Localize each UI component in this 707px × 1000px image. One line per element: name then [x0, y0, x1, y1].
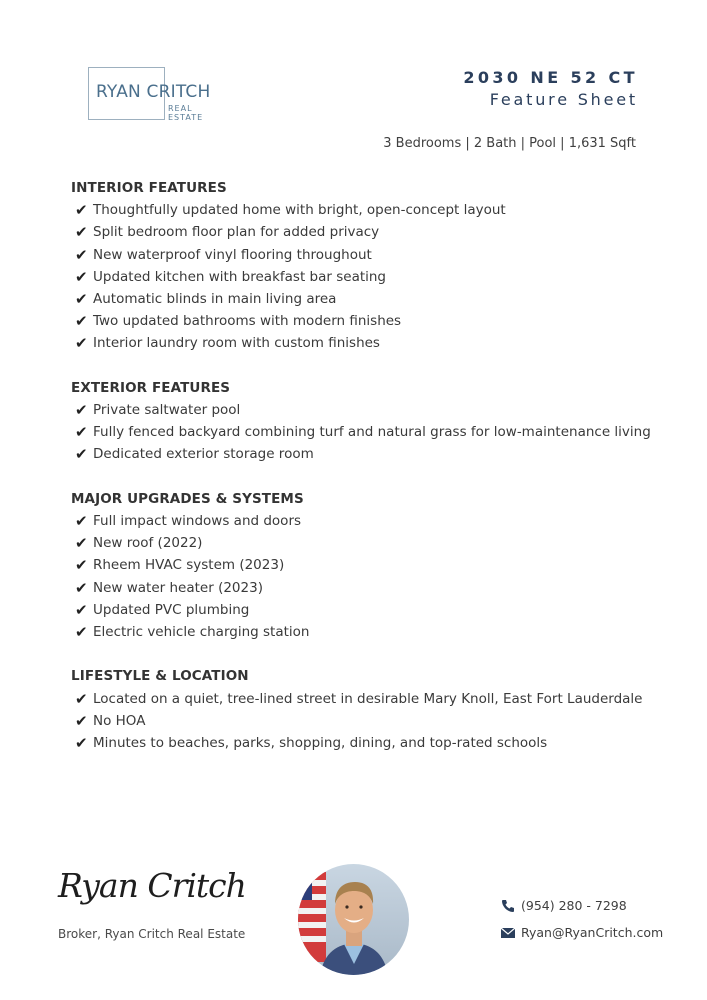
- section-heading: MAJOR UPGRADES & SYSTEMS: [71, 490, 304, 507]
- contact-email[interactable]: [500, 925, 663, 940]
- feature-item: [71, 599, 651, 621]
- feature-item: [71, 554, 651, 576]
- feature-item: [71, 332, 651, 354]
- section-gap: [71, 355, 651, 377]
- phone-number: (954) 280 - 7298: [521, 898, 627, 913]
- section-gap: [71, 643, 651, 665]
- feature-item: [71, 244, 651, 266]
- check-icon: ✔: [75, 600, 88, 619]
- feature-text: Automatic blinds in main living area: [93, 291, 337, 307]
- envelope-icon: [500, 926, 516, 940]
- signature-caption: Broker, Ryan Critch Real Estate: [58, 927, 246, 941]
- feature-item: [71, 421, 651, 443]
- check-icon: ✔: [75, 423, 88, 442]
- feature-item: [71, 399, 651, 421]
- feature-text: Interior laundry room with custom finishes: [93, 335, 380, 352]
- check-icon: ✔: [75, 622, 88, 641]
- feature-item: [71, 577, 651, 599]
- check-icon: ✔: [75, 201, 88, 220]
- logo-subtitle-line-1: REAL: [168, 104, 193, 113]
- check-icon: ✔: [75, 534, 88, 553]
- check-icon: ✔: [75, 511, 88, 530]
- feature-text: New roof (2022): [93, 535, 203, 552]
- feature-item: [71, 199, 651, 221]
- feature-text: Electric vehicle charging station: [93, 623, 310, 640]
- feature-item: [71, 266, 651, 288]
- property-summary: 3 Bedrooms | 2 Bath | Pool | 1,631 Sqft: [383, 136, 636, 151]
- sheet-title: Feature Sheet: [489, 90, 638, 109]
- feature-text: Thoughtfully updated home with bright, open-concept layout: [93, 202, 506, 219]
- feature-text: Split bedroom floor plan for added privacy: [93, 224, 380, 241]
- feature-item: [71, 732, 651, 754]
- section-gap: [71, 466, 651, 488]
- feature-item: [71, 621, 651, 643]
- check-icon: ✔: [75, 290, 88, 308]
- check-icon: ✔: [75, 689, 88, 708]
- feature-text: New waterproof vinyl flooring throughout: [93, 246, 372, 263]
- feature-text: Dedicated exterior storage room: [93, 446, 314, 463]
- feature-text: Minutes to beaches, parks, shopping, dining, and top-rated schools: [93, 734, 548, 751]
- phone-icon: [500, 899, 516, 913]
- check-icon: ✔: [75, 578, 88, 597]
- check-icon: ✔: [75, 312, 88, 331]
- check-icon: ✔: [75, 400, 88, 419]
- check-icon: ✔: [75, 445, 88, 464]
- feature-text: Two updated bathrooms with modern finishes: [93, 313, 402, 330]
- check-icon: ✔: [75, 245, 88, 264]
- feature-text: New water heater (2023): [93, 579, 263, 596]
- check-icon: ✔: [75, 711, 88, 730]
- section-heading: EXTERIOR FEATURES: [71, 379, 231, 396]
- headshot-illustration: [298, 864, 409, 975]
- section-heading: INTERIOR FEATURES: [71, 180, 227, 196]
- section-heading: LIFESTYLE & LOCATION: [71, 668, 249, 685]
- feature-text: Located on a quiet, tree-lined street in desirable Mary Knoll, East Fort Lauderdale: [93, 690, 643, 707]
- feature-text: Updated kitchen with breakfast bar seating: [93, 268, 387, 285]
- feature-item: [71, 688, 651, 710]
- feature-list: [71, 177, 651, 754]
- logo-subtitle-line-2: ESTATE: [168, 113, 204, 122]
- check-icon: ✔: [75, 733, 88, 752]
- signature: Ryan Critch: [58, 866, 246, 905]
- check-icon: ✔: [75, 223, 88, 242]
- feature-item: [71, 288, 651, 310]
- feature-item: [71, 510, 651, 532]
- feature-item: [71, 532, 651, 554]
- feature-text: Fully fenced backyard combining turf and natural grass for low-maintenance living: [93, 424, 651, 441]
- logo-name: RYAN CRITCH: [96, 82, 211, 102]
- agent-headshot: [298, 864, 409, 975]
- feature-item: [71, 310, 651, 332]
- property-address: 2030 NE 52 CT: [463, 68, 638, 87]
- email-address: Ryan@RyanCritch.com: [521, 925, 664, 940]
- feature-text: Rheem HVAC system (2023): [93, 557, 285, 574]
- check-icon: ✔: [75, 267, 88, 286]
- feature-item: [71, 443, 651, 465]
- feature-item: [71, 221, 651, 243]
- logo-subtitle: [168, 104, 203, 122]
- contact-phone[interactable]: [500, 898, 627, 913]
- feature-item: [71, 710, 651, 732]
- feature-text: Private saltwater pool: [93, 401, 241, 418]
- feature-text: Updated PVC plumbing: [93, 601, 250, 618]
- check-icon: ✔: [75, 334, 88, 353]
- check-icon: ✔: [75, 556, 88, 575]
- feature-text: No HOA: [93, 712, 146, 729]
- feature-text: Full impact windows and doors: [93, 512, 302, 529]
